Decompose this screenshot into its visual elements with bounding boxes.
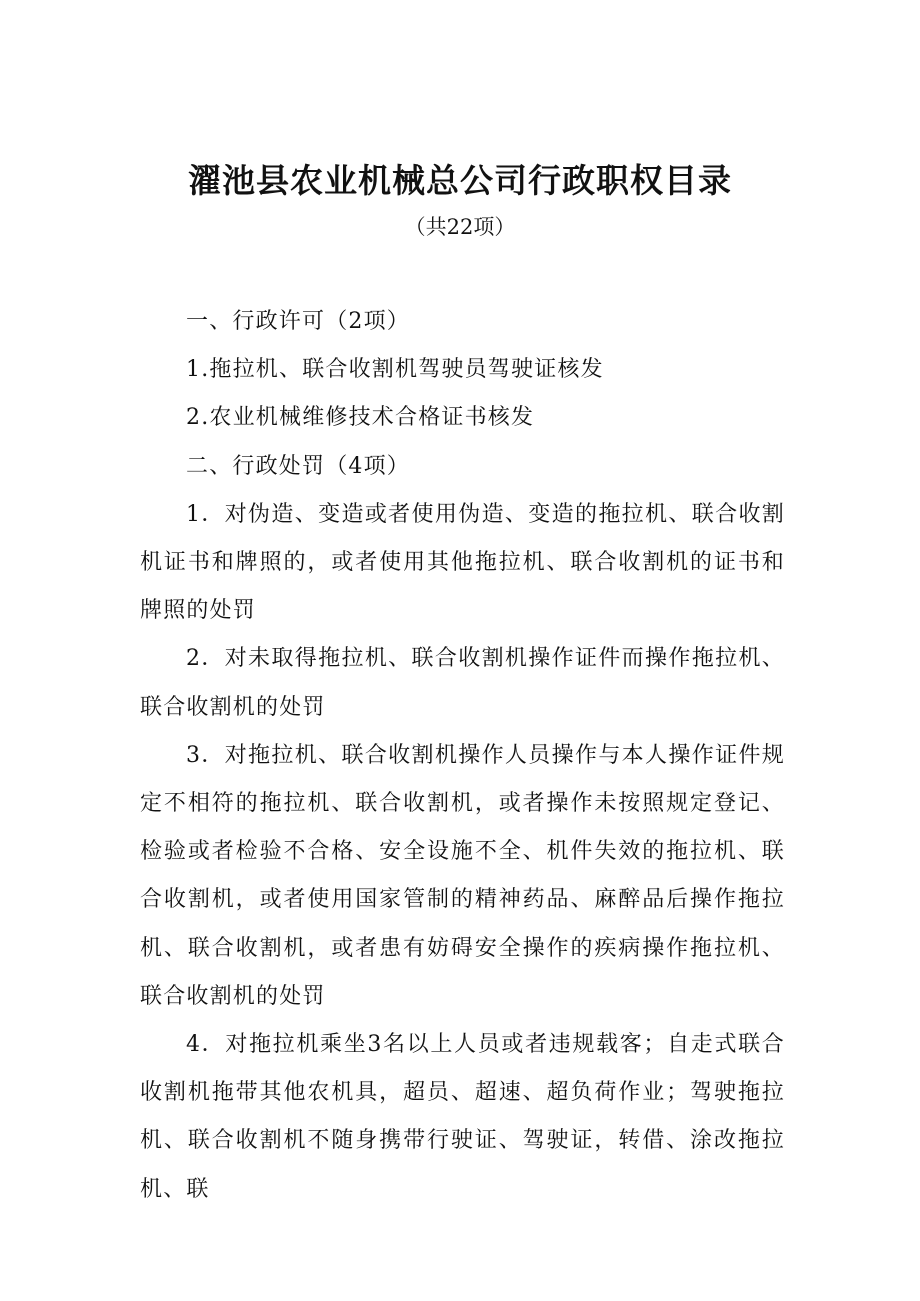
list-item: 4．对拖拉机乘坐3名以上人员或者违规载客；自走式联合收割机拖带其他农机具，超员、超速、超负荷作业；驾驶拖拉机、联合收割机不随身携带行驶证、驾驶证，转借、涂改拖拉机、联 (140, 1032, 785, 1202)
document-body (140, 298, 785, 1214)
list-item: 2．对未取得拖拉机、联合收割机操作证件而操作拖拉机、联合收割机的处罚 (140, 646, 785, 720)
document-title: 濯池县农业机械总公司行政职权目录 (188, 161, 732, 200)
section-heading-licensing: 一、行政许可（2项） (186, 309, 410, 334)
list-item: 1.拖拉机、联合收割机驾驶员驾驶证核发 (186, 357, 604, 383)
document-subtitle: （共22项） (404, 215, 516, 239)
section-heading-penalty: 二、行政处罚（4项） (186, 453, 410, 479)
list-item: 1．对伪造、变造或者使用伪造、变造的拖拉机、联合收割机证书和牌照的，或者使用其他拖拉机、联合收割机的证书和牌照的处罚 (140, 501, 785, 624)
list-item: 2.农业机械维修技术合格证书核发 (186, 405, 535, 431)
list-item: 3．对拖拉机、联合收割机操作人员操作与本人操作证件规定不相符的拖拉机、联合收割机，或者操作未按照规定登记、检验或者检验不合格、安全设施不全、机件失效的拖拉机、联合收割机，或者使用国家管制的精神药品、麻醉品后操作拖拉机、联合收割机，或者患有妨碍安全操作的疾病操作拖拉机、联合收割机的处罚 (140, 742, 785, 1009)
